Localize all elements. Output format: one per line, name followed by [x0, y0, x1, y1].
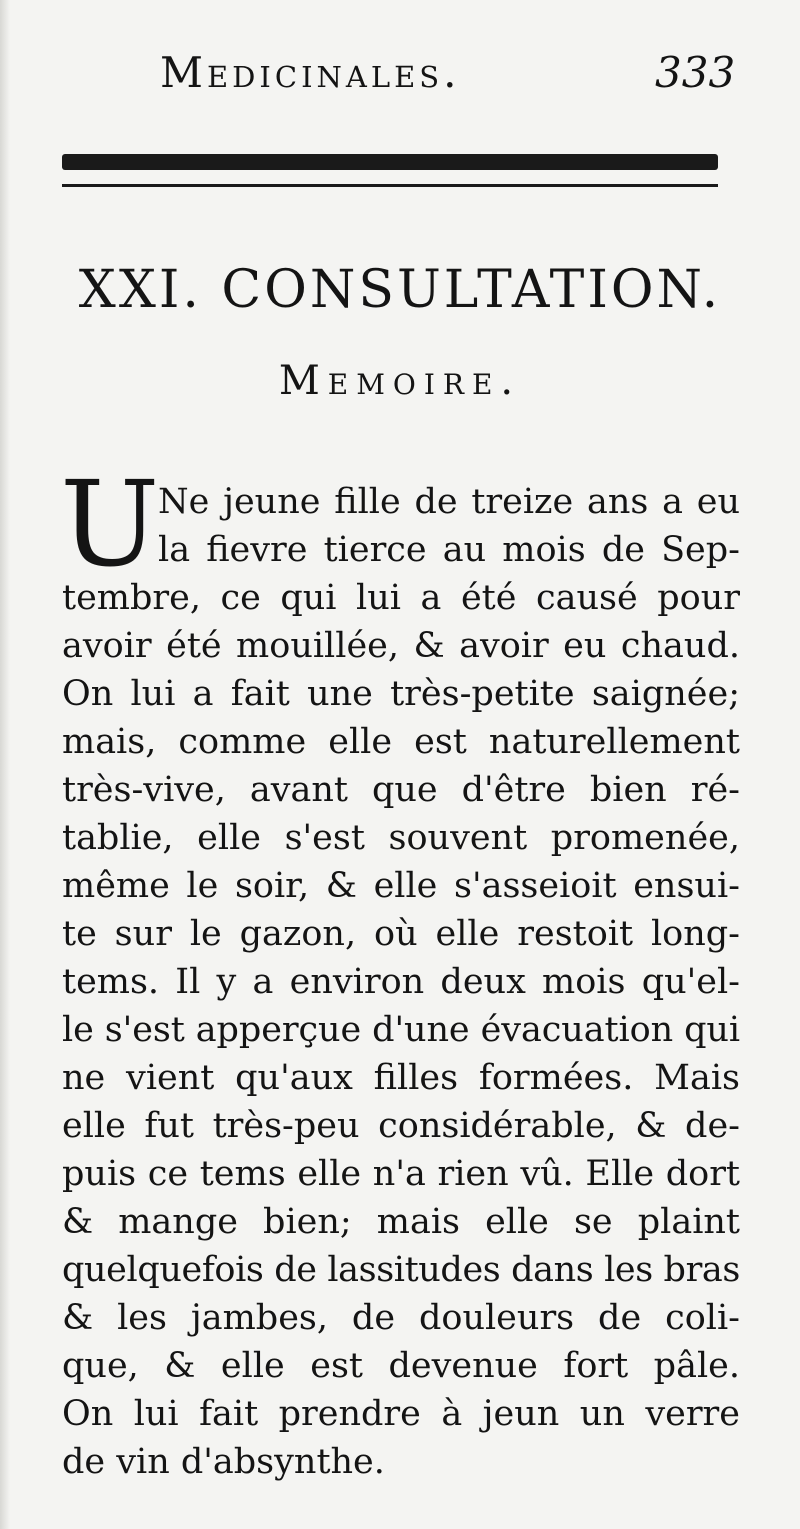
- ornamental-rule: [62, 154, 718, 170]
- running-head: Medicinales.: [160, 48, 461, 97]
- text-line: tems. Il y a environ deux mois qu'el-: [62, 962, 740, 1002]
- chapter-title: XXI. CONSULTATION.: [78, 260, 722, 320]
- text-line: avoir été mouillée, & avoir eu chaud.: [62, 626, 740, 666]
- text-line: très-vive, avant que d'être bien ré-: [62, 770, 740, 810]
- section-title: Memoire.: [278, 358, 522, 404]
- text-line: elle fut très-peu considérable, & de-: [62, 1106, 740, 1146]
- text-line: Ne jeune fille de treize ans a eu: [158, 482, 740, 522]
- drop-cap: U: [60, 455, 160, 593]
- text-line: la fievre tierce au mois de Sep-: [158, 530, 740, 570]
- text-line: On lui a fait une très-petite saignée;: [62, 674, 740, 714]
- thin-rule: [62, 184, 718, 187]
- text-line: que, & elle est devenue fort pâle.: [62, 1346, 740, 1386]
- text-line: même le soir, & elle s'asseioit ensui-: [62, 866, 740, 906]
- text-line: mais, comme elle est naturellement: [62, 722, 740, 762]
- text-line: & mange bien; mais elle se plaint: [62, 1202, 740, 1242]
- text-line: de vin d'absynthe.: [62, 1442, 385, 1482]
- text-line: te sur le gazon, où elle restoit long-: [62, 914, 740, 954]
- text-line: puis ce tems elle n'a rien vû. Elle dort: [62, 1154, 740, 1194]
- text-line: quelquefois de lassitudes dans les bras: [62, 1250, 740, 1290]
- text-line: On lui fait prendre à jeun un verre: [62, 1394, 740, 1434]
- page-number: 333: [655, 48, 736, 97]
- text-line: le s'est apperçue d'une évacuation qui: [62, 1010, 740, 1050]
- text-line: tablie, elle s'est souvent promenée,: [62, 818, 740, 858]
- text-line: tembre, ce qui lui a été causé pour: [62, 578, 740, 618]
- page-edge-shadow: [0, 0, 10, 1529]
- text-line: ne vient qu'aux filles formées. Mais: [62, 1058, 740, 1098]
- text-line: & les jambes, de douleurs de coli-: [62, 1298, 740, 1338]
